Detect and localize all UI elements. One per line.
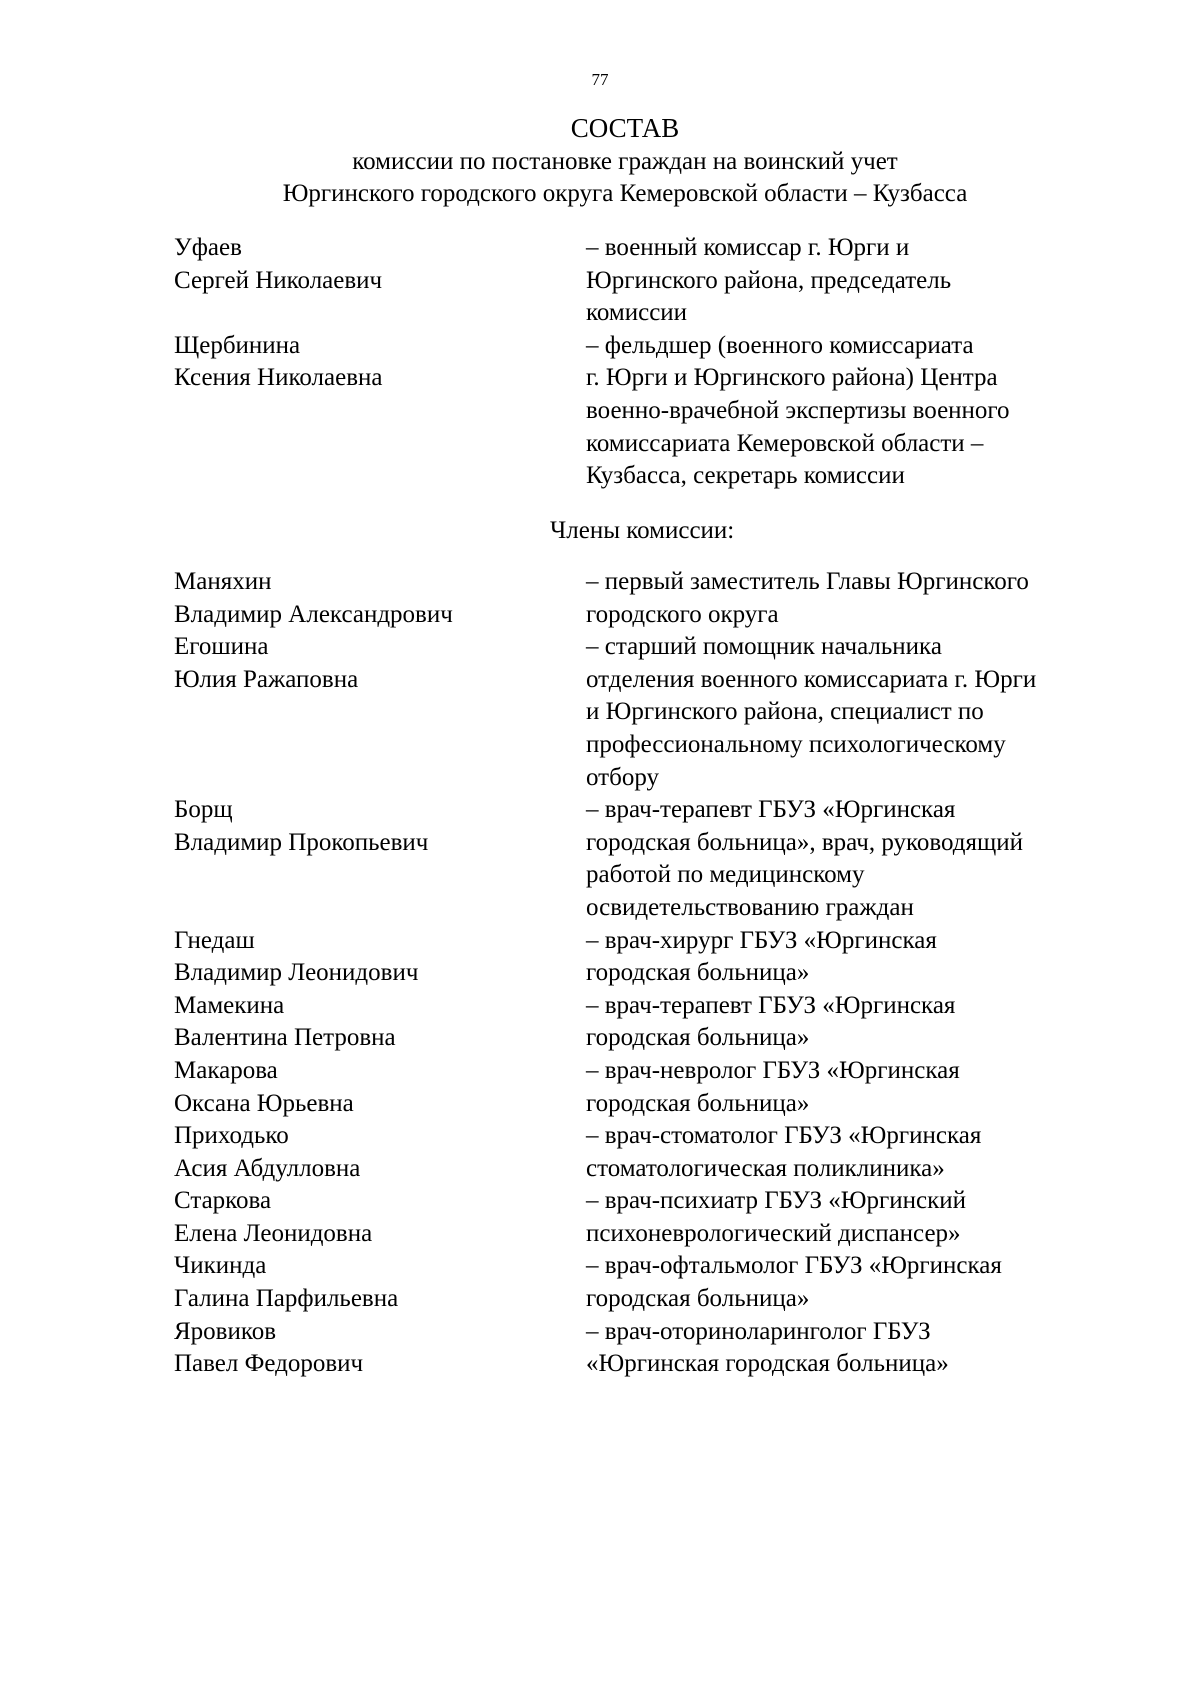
document-subtitle-line-1: комиссии по постановке граждан на воинский учет xyxy=(352,148,898,175)
person-role: – врач-невролог ГБУЗ «Юргинская городская больница» xyxy=(586,1056,960,1117)
person-name xyxy=(174,566,586,631)
person-given-name: Сергей Николаевич xyxy=(174,266,383,294)
list-item xyxy=(174,794,1134,924)
person-surname: Егошина xyxy=(174,633,269,661)
person-name xyxy=(174,1316,586,1381)
person-role: – врач-стоматолог ГБУЗ «Юргинская стоматологическая поликлиника» xyxy=(586,1122,982,1182)
person-given-name: Ксения Николаевна xyxy=(174,364,383,392)
person-surname: Приходько xyxy=(174,1122,289,1150)
person-name xyxy=(174,330,586,493)
person-surname: Чикинда xyxy=(174,1252,267,1280)
person-given-name: Асия Абдулловна xyxy=(174,1154,361,1182)
person-name xyxy=(174,794,586,924)
person-role: – военный комиссар г. Юрги и Юргинского района, председатель комиссии xyxy=(586,234,952,327)
person-surname: Макарова xyxy=(174,1056,278,1084)
list-item xyxy=(174,232,1134,330)
person-role: – врач-терапевт ГБУЗ «Юргинская городская больница», врач, руководящий работой по медицинскому освидетельствованию граждан xyxy=(586,796,1023,921)
document-header xyxy=(0,110,1200,210)
person-role: – врач-офтальмолог ГБУЗ «Юргинская городская больница» xyxy=(586,1252,1002,1313)
leadership-list xyxy=(174,232,1134,493)
person-role: – фельдшер (военного комиссариата г. Юрги и Юргинского района) Центра военно-врачебной экспертизы военного комиссариата Кемеровской области – Кузбасса, секретарь комиссии xyxy=(586,331,1010,490)
person-given-name: Валентина Петровна xyxy=(174,1024,396,1052)
person-role: – старший помощник начальника отделения военного комиссариата г. Юрги и Юргинского района, специалист по профессиональному психологическому отбору xyxy=(586,633,1037,791)
person-surname: Борщ xyxy=(174,796,233,824)
person-given-name: Владимир Леонидович xyxy=(174,959,419,987)
person-surname: Щербинина xyxy=(174,331,301,359)
person-name xyxy=(174,631,586,794)
list-item xyxy=(174,990,1134,1055)
list-item xyxy=(174,1120,1134,1185)
list-item xyxy=(174,566,1134,631)
person-surname: Яровиков xyxy=(174,1317,277,1345)
members-section-heading: Члены комиссии: xyxy=(550,517,735,544)
list-item xyxy=(174,1316,1134,1381)
list-item xyxy=(174,631,1134,794)
page-number: 77 xyxy=(591,70,609,89)
document-title: СОСТАВ xyxy=(570,113,680,143)
person-role: – врач-оториноларинголог ГБУЗ «Юргинская городская больница» xyxy=(586,1317,949,1378)
person-surname: Уфаев xyxy=(174,234,242,261)
person-name xyxy=(174,990,586,1055)
person-name xyxy=(174,925,586,990)
person-role: – врач-терапевт ГБУЗ «Юргинская городская больница» xyxy=(586,991,956,1052)
person-name xyxy=(174,1055,586,1120)
person-given-name: Елена Леонидовна xyxy=(174,1219,373,1247)
person-given-name: Оксана Юрьевна xyxy=(174,1089,354,1117)
person-role: – первый заместитель Главы Юргинского городского округа xyxy=(586,568,1029,628)
person-surname: Гнедаш xyxy=(174,926,255,954)
person-given-name: Галина Парфильевна xyxy=(174,1285,399,1313)
document-subtitle-line-2: Юргинского городского округа Кемеровской области – Кузбасса xyxy=(282,180,968,207)
person-role: – врач-психиатр ГБУЗ «Юргинский психоневрологический диспансер» xyxy=(586,1187,966,1247)
list-item xyxy=(174,1055,1134,1120)
person-role: – врач-хирург ГБУЗ «Юргинская городская больница» xyxy=(586,926,937,987)
list-item xyxy=(174,1250,1134,1315)
members-list xyxy=(174,566,1134,1381)
person-surname: Старкова xyxy=(174,1187,272,1215)
person-name xyxy=(174,1120,586,1185)
person-given-name: Павел Федорович xyxy=(174,1350,364,1378)
person-name xyxy=(174,1250,586,1315)
person-name xyxy=(174,232,586,330)
person-given-name: Юлия Ражаповна xyxy=(174,665,359,693)
list-item xyxy=(174,925,1134,990)
person-given-name: Владимир Александрович xyxy=(174,600,453,628)
list-item xyxy=(174,330,1134,493)
person-name xyxy=(174,1185,586,1250)
list-item xyxy=(174,1185,1134,1250)
person-given-name: Владимир Прокопьевич xyxy=(174,828,429,856)
person-surname: Маняхин xyxy=(174,568,272,595)
person-surname: Мамекина xyxy=(174,991,285,1019)
